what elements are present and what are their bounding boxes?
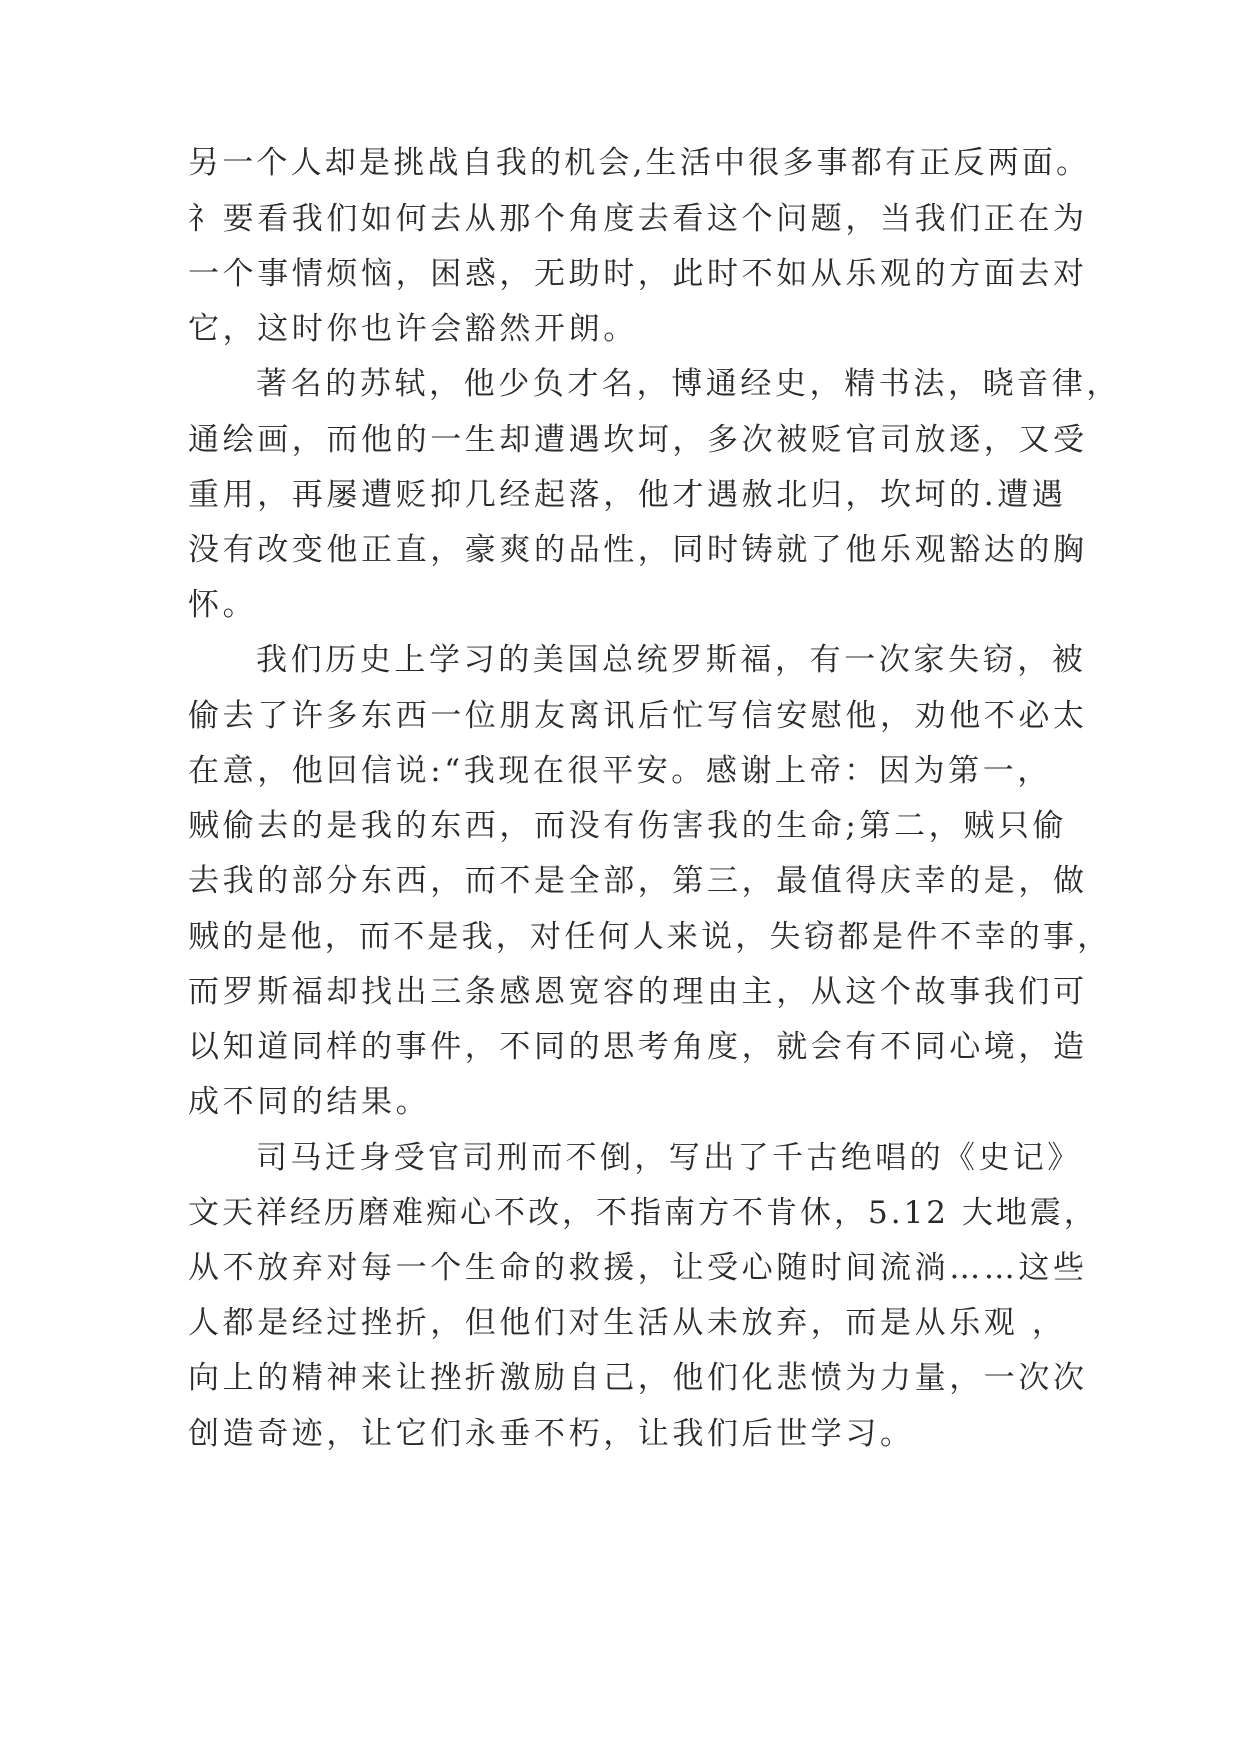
text-line: 在意，他回信说:“我现在很平安。感谢上帝：因为第一， — [188, 753, 1052, 789]
text-line: 偷去了许多东西一位朋友离讯后忙写信安慰他，劝他不必太 — [188, 698, 1088, 734]
text-line: 重用，再屡遭贬抑几经起落，他才遇赦北归，坎坷的.遭遇 — [188, 477, 1067, 513]
text-line: 去我的部分东西，而不是全部，第三，最值得庆幸的是，做 — [188, 863, 1088, 899]
paragraph-first-line: 我们历史上学习的美国总统罗斯福，有一次家失窃，被 — [256, 642, 1087, 678]
paragraph-first-line: 著名的苏轼，他少负才名，博通经史，精书法，晓音律， — [256, 366, 1121, 402]
text-line: 它，这时你也许会豁然开朗。 — [188, 311, 638, 347]
text-line: 礻要看我们如何去从那个角度去看这个问题，当我们正在为 — [188, 201, 1088, 237]
text-line: 创造奇迹，让它们永垂不朽，让我们后世学习。 — [188, 1416, 915, 1452]
text-line: 另一个人却是挑战自我的机会,生活中很多事都有正反两面。 — [188, 145, 1091, 181]
text-line: 文天祥经历磨难痴心不改，不指南方不肯休，5.12 大地震， — [188, 1195, 1098, 1231]
text-line: 成不同的结果。 — [188, 1084, 431, 1120]
text-line: 贼的是他，而不是我，对任何人来说，失窃都是件不幸的事， — [188, 919, 1112, 955]
paragraph-first-line: 司马迁身受官司刑而不倒，写出了千古绝唱的《史记》 — [256, 1140, 1082, 1176]
text-line: 而罗斯福却找出三条感恩宽容的理由主，从这个故事我们可 — [188, 974, 1088, 1010]
text-line: 向上的精神来让挫折激励自己，他们化悲愤为力量，一次次 — [188, 1360, 1088, 1396]
text-line: 以知道同样的事件，不同的思考角度，就会有不同心境，造 — [188, 1029, 1088, 1065]
text-line: 一个事情烦恼，困惑，无助时，此时不如从乐观的方面去对 — [188, 256, 1088, 292]
text-line: 从不放弃对每一个生命的救援，让受心随时间流淌……这些 — [188, 1250, 1088, 1286]
text-line: 通绘画，而他的一生却遭遇坎坷，多次被贬官司放逐，又受 — [188, 422, 1088, 458]
text-line: 怀。 — [188, 587, 258, 623]
text-line: 没有改变他正直，豪爽的品性，同时铸就了他乐观豁达的胸 — [188, 532, 1088, 568]
text-line: 贼偷去的是我的东西，而没有伤害我的生命;第二，贼只偷 — [188, 808, 1068, 844]
text-line: 人都是经过挫折，但他们对生活从未放弃，而是从乐观 ， — [188, 1305, 1067, 1341]
